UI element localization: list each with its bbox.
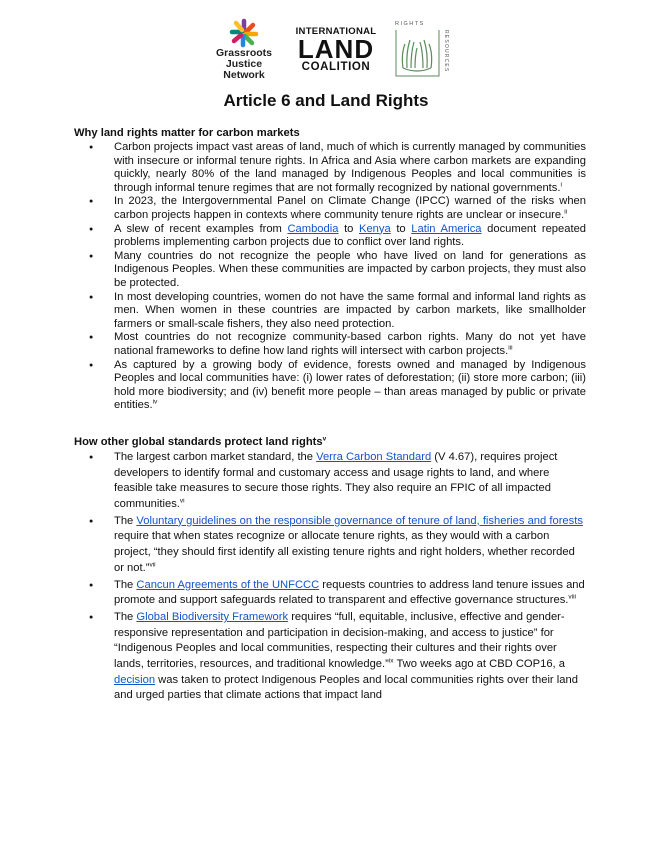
list-item	[74, 359, 586, 413]
list-item-text: In 2023, the Intergovernmental Panel on Climate Change (IPCC) warned of the risks when carbon projects happen in contexts where community tenure rights are unclear or insecure.	[114, 195, 586, 221]
list-item-text: Carbon projects impact vast areas of land, much of which is currently managed by communities with insecure or informal tenure rights. In Africa and Asia where carbon markets are expanding quickly, nearly 80% of the land managed by Indigenous Peoples and local communities is through informal tenure regimes that are not formally recognized by national governments.	[114, 141, 586, 194]
list-item-text: to	[390, 222, 412, 235]
list-item	[74, 223, 586, 250]
list-item-text: The	[114, 610, 137, 623]
footnote-ref[interactable]: ix	[388, 657, 394, 665]
voluntary-guidelines-link[interactable]: Voluntary guidelines on the responsible governance of tenure of land, fisheries and forests	[136, 514, 583, 527]
section-heading-global-standards	[74, 435, 586, 449]
list-item-text: document repeated problems implementing carbon projects due to conflict over land rights.	[114, 222, 587, 249]
ilc-logo-line-1: INTERNATIONAL	[295, 26, 377, 37]
list-item	[74, 450, 586, 513]
list-item	[74, 610, 586, 704]
gjn-logo-text-1: Grassroots	[215, 47, 273, 59]
international-land-coalition-logo	[293, 18, 379, 80]
header-logos	[0, 18, 652, 80]
list-item	[74, 195, 586, 222]
document-body	[74, 126, 586, 705]
list-item	[74, 514, 586, 577]
list-item-text: (V 4.67), requires project developers to identify formal and customary access and usage rights to land, and where feasible take measures to secure those rights. They also require an FPIC of all impacted communities.	[114, 450, 558, 510]
list-item-text: Most countries do not recognize community-based carbon rights. Many do not yet have national frameworks to define how land rights will intersect with carbon projects.	[114, 331, 586, 357]
footnote-ref[interactable]: ii	[564, 208, 568, 216]
rr-logo-text-top: RIGHTS	[395, 21, 425, 27]
list-item-text: to	[338, 222, 359, 235]
rights-resources-hands-icon	[393, 18, 453, 80]
list-item-text: The largest carbon market standard, the	[114, 450, 317, 463]
list-item-text: The	[114, 578, 137, 591]
footnote-ref[interactable]: iv	[152, 398, 158, 406]
page-title: Article 6 and Land Rights	[223, 91, 429, 110]
cop16-decision-link[interactable]: decision	[114, 673, 156, 686]
grassroots-justice-network-logo	[208, 18, 280, 80]
section-heading-why-land-rights: Why land rights matter for carbon markets	[74, 127, 300, 139]
list-item-text: was taken to protect Indigenous Peoples and local communities rights over their land and urged parties that climate actions that impact land	[114, 673, 578, 702]
kenya-link[interactable]: Kenya	[359, 222, 391, 235]
list-item-text: Two weeks ago at CBD COP16, a	[393, 658, 565, 671]
list-item	[74, 291, 586, 332]
global-biodiversity-framework-link[interactable]: Global Biodiversity Framework	[136, 610, 289, 623]
gjn-logo-text-2: Justice Network	[223, 58, 265, 81]
latin-america-link[interactable]: Latin America	[411, 222, 482, 235]
footnote-ref[interactable]: viii	[568, 593, 576, 601]
list-item	[74, 141, 586, 195]
section-heading-text: How other global standards protect land rights	[74, 435, 323, 448]
gjn-star-icon	[229, 18, 259, 48]
list-item	[74, 578, 586, 609]
global-standards-bullet-list	[74, 450, 586, 704]
footnote-ref[interactable]: vii	[149, 561, 156, 569]
list-item-text: Many countries do not recognize the people who have lived on land for generations as Indigenous Peoples. When these communities are impacted by carbon projects, they must also be protected.	[114, 249, 586, 289]
list-item	[74, 331, 586, 358]
verra-carbon-standard-link[interactable]: Verra Carbon Standard	[316, 450, 432, 463]
list-item-text: requires “full, equitable, inclusive, effective and gender-responsive representation and participation in decision-making, and access to justice” for “Indigenous Peoples and local communities, respecting their cultures and their rights over lands, territories, resources, and traditional knowledge.”	[114, 610, 565, 671]
section-global-standards	[74, 435, 586, 704]
land-rights-bullet-list	[74, 141, 586, 413]
footnote-ref[interactable]: vi	[179, 497, 185, 505]
list-item-text: require that when states recognize or allocate tenure rights, as they would with a carbon project, “they should first identify all existing tenure rights and right holders, whether recorded or not.”	[114, 530, 575, 574]
cancun-agreements-link[interactable]: Cancun Agreements of the UNFCCC	[136, 578, 320, 591]
list-item-text: As captured by a growing body of evidence, forests owned and managed by Indigenous Peoples and local communities have: (i) lower rates of deforestation; (ii) store more carbon; (iii) hold more biodiversity; and (iv) benefit more people – than areas managed by public or private entities.	[114, 358, 586, 412]
ilc-logo-line-3: COALITION	[301, 61, 371, 73]
footnote-ref[interactable]: iii	[508, 344, 513, 352]
list-item-text: requests countries to address land tenure issues and promote and support safeguards related to transparent and effective governance structures.	[114, 578, 585, 607]
rights-resources-logo	[393, 18, 453, 80]
list-item-text: A slew of recent examples from	[114, 222, 288, 235]
cambodia-link[interactable]: Cambodia	[287, 222, 339, 235]
rr-logo-text-side: RESOURCES	[443, 30, 449, 73]
list-item	[74, 250, 586, 291]
list-item-text: The	[114, 514, 137, 527]
footnote-ref[interactable]: v	[322, 435, 327, 443]
footnote-ref[interactable]: i	[560, 181, 562, 189]
ilc-logo-line-2: LAND	[297, 34, 375, 64]
list-item-text: In most developing countries, women do not have the same formal and informal land rights as men. When women in these countries are impacted by carbon markets, like smallholder farmers or small-scale fishers, they also need protection.	[114, 290, 586, 330]
